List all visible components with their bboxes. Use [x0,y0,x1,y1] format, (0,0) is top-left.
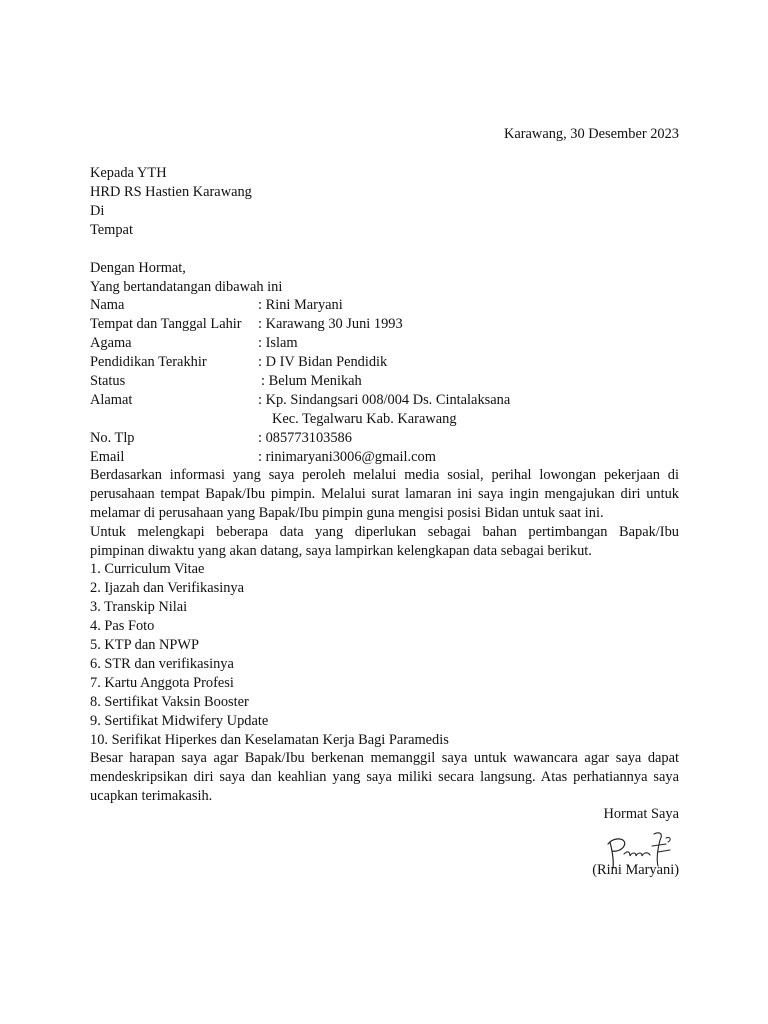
attachment-item-6: 6. STR dan verifikasinya [90,656,234,672]
attachment-item-1: 1. Curriculum Vitae [90,561,205,577]
field-label-pendidikan: Pendidikan Terakhir [90,354,207,370]
field-label-ttl: Tempat dan Tanggal Lahir [90,316,242,332]
field-value-agama: : Islam [258,335,298,351]
field-label-nama: Nama [90,297,125,313]
letter-date: Karawang, 30 Desember 2023 [503,126,679,142]
field-label-email: Email [90,449,125,465]
attachment-item-3: 3. Transkip Nilai [90,599,188,615]
recipient-line-4: Tempat [90,222,133,238]
field-value-tlp: : 085773103586 [258,430,352,446]
field-value-ttl: : Karawang 30 Juni 1993 [258,316,403,332]
paragraph-information-line-2: perusahaan tempat Bapak/Ibu pimpin. Melalui surat lamaran ini saya ingin mengajukan diri untuk [90,486,679,502]
signer-name: (Rini Maryani) [592,862,679,878]
recipient-line-2: HRD RS Hastien Karawang [90,184,252,200]
field-value-pendidikan: : D IV Bidan Pendidik [258,354,388,370]
attachment-item-9: 9. Sertifikat Midwifery Update [90,713,269,729]
paragraph-closing [90,749,679,806]
field-label-alamat: Alamat [90,392,133,408]
attachment-item-2: 2. Ijazah dan Verifikasinya [90,580,244,596]
paragraph-information-line-1: Berdasarkan informasi yang saya peroleh melalui media sosial, perihal lowongan pekerjaan di [90,467,679,483]
field-value-alamat-line-2: Kec. Tegalwaru Kab. Karawang [272,411,457,427]
paragraph-information [90,466,679,523]
paragraph-information-line-3: melamar di perusahaan yang Bapak/Ibu pimpin guna mengisi posisi Bidan untuk saat ini. [90,505,604,521]
attachment-item-5: 5. KTP dan NPWP [90,637,199,653]
paragraph-attachments-intro-line-1: Untuk melengkapi beberapa data yang diperlukan sebagai bahan pertimbangan Bapak/Ibu [90,524,679,540]
field-label-status: Status [90,373,126,389]
paragraph-closing-line-1: Besar harapan saya agar Bapak/Ibu berkenan memanggil saya untuk wawancara agar saya dapat [90,750,679,766]
intro-text: Yang bertandatangan dibawah ini [90,279,283,295]
attachment-item-8: 8. Sertifikat Vaksin Booster [90,694,249,710]
paragraph-attachments-intro-line-2: pimpinan diwaktu yang akan datang, saya lampirkan kelengkapan data sebagai berikut. [90,543,592,559]
attachment-item-10: 10. Serifikat Hiperkes dan Keselamatan Kerja Bagi Paramedis [90,732,449,748]
field-value-status: : Belum Menikah [261,373,362,389]
field-value-alamat: : Kp. Sindangsari 008/004 Ds. Cintalaksana [258,392,511,408]
greeting: Dengan Hormat, [90,260,186,276]
paragraph-attachments-intro [90,523,679,561]
attachment-item-4: 4. Pas Foto [90,618,155,634]
field-label-tlp: No. Tlp [90,430,135,446]
recipient-line-1: Kepada YTH [90,165,167,181]
field-value-email: : rinimaryani3006@gmail.com [258,449,436,465]
field-value-nama: : Rini Maryani [258,297,343,313]
closing-salutation: Hormat Saya [603,806,679,822]
paragraph-closing-line-2: mendeskripsikan diri saya dan keahlian yang saya miliki secara langsung. Atas perhatiannya saya [90,769,679,785]
recipient-line-3: Di [90,203,105,219]
paragraph-closing-line-3: ucapkan terimakasih. [90,788,213,804]
field-label-agama: Agama [90,335,132,351]
attachment-item-7: 7. Kartu Anggota Profesi [90,675,234,691]
